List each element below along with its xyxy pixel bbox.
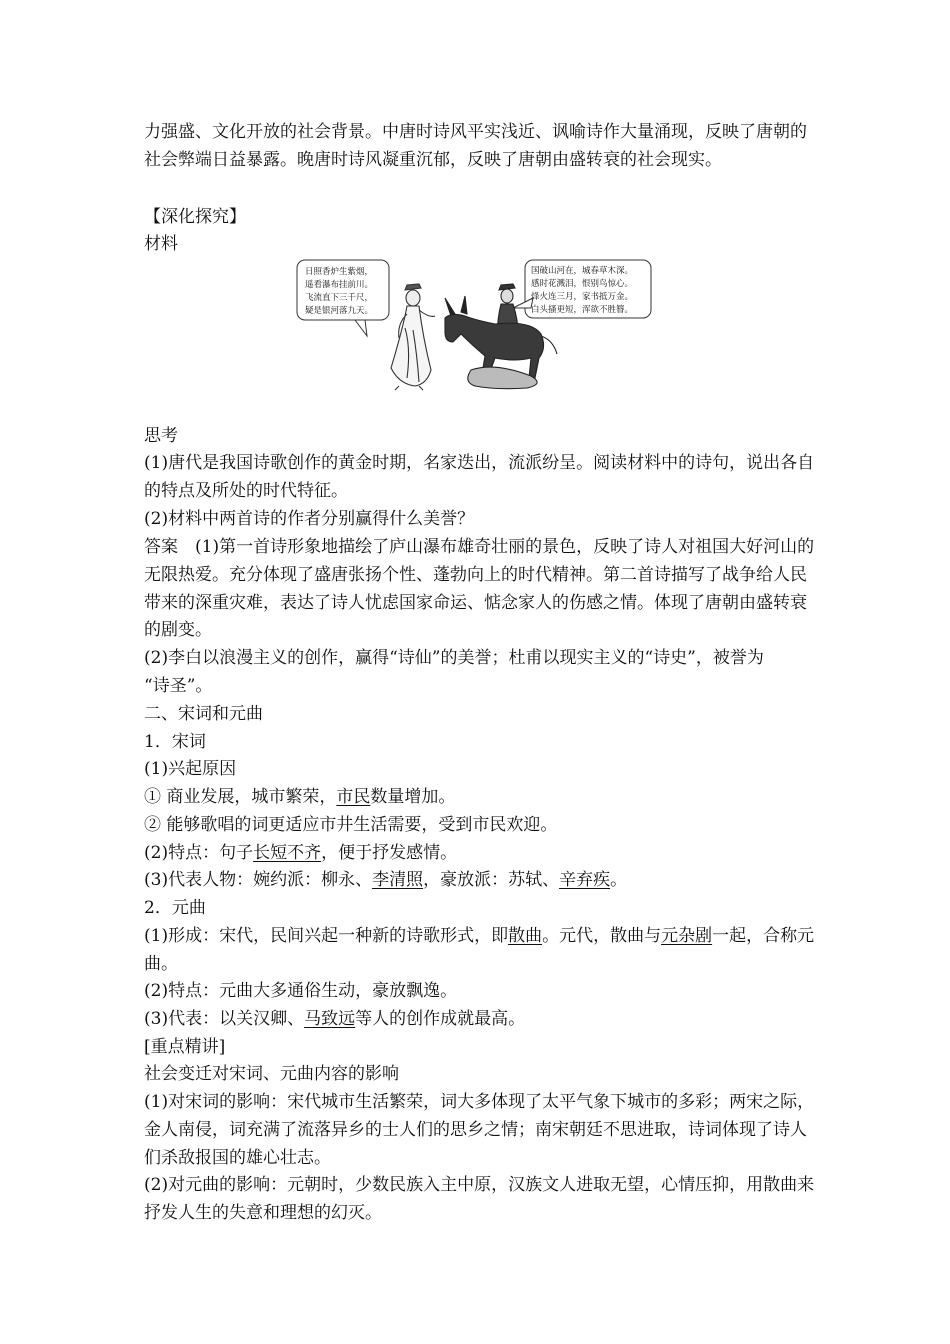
intro-line: 力强盛、文化开放的社会背景。中唐时诗风平实浅近、讽喻诗作大量涌现，反映了唐朝的 [144, 122, 807, 142]
fill-blank: 辛弃疾 [559, 870, 611, 890]
right-poem-line: 国破山河在，城春草木深。 [531, 266, 634, 276]
left-poem-line: 飞流直下三千尺， [305, 293, 374, 303]
answer-line: “诗圣”。 [144, 676, 213, 696]
poets-illustration [295, 258, 655, 392]
subsection-title: 2．元曲 [144, 898, 206, 918]
question-line: 的特点及所处的时代特征。 [144, 481, 348, 501]
answer-line: 无限热爱。充分体现了盛唐张扬个性、蓬勃向上的时代精神。第二首诗描写了战争给人民 [144, 565, 807, 585]
question-line: (1)唐代是我国诗歌创作的黄金时期，名家迭出，流派纷呈。阅读材料中的诗句，说出各自 [144, 453, 815, 473]
list-item: (3)代表人物：婉约派：柳永、李清照，豪放派：苏轼、辛弃疾。 [144, 870, 628, 890]
list-item: (1)形成：宋代，民间兴起一种新的诗歌形式，即散曲。元代，散曲与元杂剧一起，合称元 [144, 926, 815, 946]
right-speech-bubble [513, 260, 651, 318]
answer-line: 的剧变。 [144, 620, 212, 640]
left-poem-line: 疑是银河落九天。 [305, 306, 374, 316]
subsection-title: 1．宋词 [144, 732, 206, 752]
answer-line: 答案 (1)第一首诗形象地描绘了庐山瀑布雄奇壮丽的景色，反映了诗人对祖国大好河山的 [144, 537, 815, 557]
list-item: (1)兴起原因 [144, 759, 237, 779]
left-poem-line: 日照香炉生紫烟， [305, 267, 374, 277]
focus-label: [重点精讲] [144, 1037, 226, 1057]
list-item: (2)特点：句子长短不齐，便于抒发感情。 [144, 843, 458, 863]
list-item: (2)特点：元曲大多通俗生动，豪放飘逸。 [144, 981, 458, 1001]
right-poem-line: 白头搔更短，浑欲不胜簪。 [531, 305, 634, 315]
fill-blank: 长短不齐 [253, 843, 322, 863]
focus-title: 社会变迁对宋词、元曲内容的影响 [144, 1064, 399, 1084]
li-bai-figure [391, 284, 435, 390]
answer-line: 带来的深重灾难，表达了诗人忧虑国家命运、惦念家人的伤感之情。体现了唐朝由盛转衰 [144, 593, 807, 613]
list-item: ① 商业发展，城市繁荣，市民数量增加。 [144, 787, 456, 807]
right-poem-line: 烽火连三月，家书抵万金。 [531, 292, 634, 302]
intro-line: 社会弊端日益暴露。晚唐时诗风凝重沉郁，反映了唐朝由盛转衰的社会现实。 [144, 150, 722, 170]
paragraph-line: (2)对元曲的影响：元朝时，少数民族入主中原，汉族文人进取无望，心情压抑，用散曲来 [144, 1175, 815, 1195]
paragraph-line: (1)对宋词的影响：宋代城市生活繁荣，词大多体现了太平气象下城市的多彩；两宋之际， [144, 1092, 815, 1112]
fill-blank: 市民 [336, 787, 371, 807]
fill-blank: 元杂剧 [661, 926, 713, 946]
paragraph-line: 金人南侵，词充满了流落异乡的士人们的思乡之情；南宋朝廷不思进取，诗词体现了诗人 [144, 1120, 807, 1140]
fill-blank: 散曲 [508, 926, 543, 946]
material-label: 材料 [144, 234, 178, 254]
list-item: (3)代表：以关汉卿、马致远等人的创作成就最高。 [144, 1009, 526, 1029]
explore-heading: 【深化探究】 [144, 207, 246, 227]
fill-blank: 马致远 [304, 1009, 356, 1029]
left-speech-bubble [297, 260, 389, 336]
fill-blank: 李清照 [372, 870, 424, 890]
paragraph-line: 抒发人生的失意和理想的幻灭。 [144, 1203, 382, 1223]
think-label: 思考 [144, 426, 178, 446]
list-item: ② 能够歌唱的词更适应市井生活需要，受到市民欢迎。 [144, 815, 558, 835]
list-item: 曲。 [144, 954, 178, 974]
right-poem-line: 感时花溅泪，恨别鸟惊心。 [531, 279, 634, 289]
answer-line: (2)李白以浪漫主义的创作，赢得“诗仙”的美誉；杜甫以现实主义的“诗史”，被誉为 [144, 648, 764, 668]
section-title: 二、宋词和元曲 [144, 704, 263, 724]
paragraph-line: 们杀敌报国的雄心壮志。 [144, 1148, 331, 1168]
left-poem-line: 遥看瀑布挂前川。 [305, 280, 374, 290]
question-line: (2)材料中两首诗的作者分别赢得什么美誉？ [144, 509, 475, 529]
